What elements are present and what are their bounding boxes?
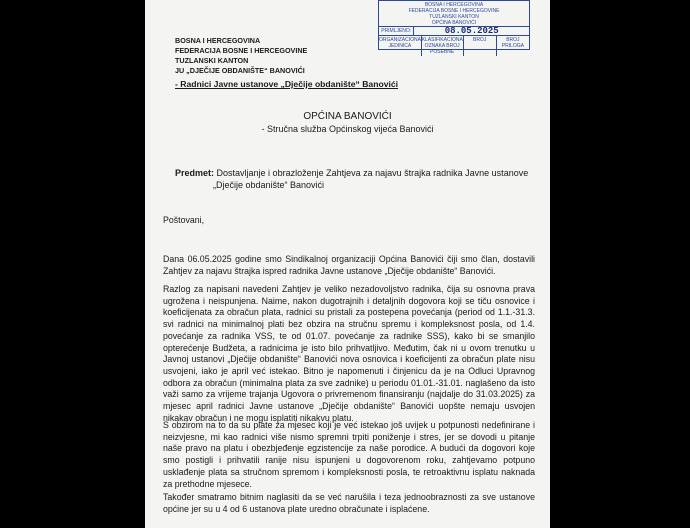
paragraph-2: Razlog za napisani navedeni Zahtjev je veliko nezadovoljstvo radnika, čija su osnovna prava ugrožena i neispunjena. Naime, nakon dugotrajnih i detaljnih dogovora koji se tiču osnovice i koeficijenata za obračun plata, radnici su pristali za postepena povećanja (period od 1.1.-31.3. svi radnici na minimalnoj plati bez obzira na stručnu spremu i kompleksnost posla, od 1.4. povećanje za radnika VSS, te od 01.07. povećanje za radnike SSS), kako bi se smanjilo opterećenje Budžeta, a radnicima je isto bilo prihvatljivo. Međutim, čak ni u ovom trenutku u Javnoj ustanovi „Dječije obdanište“ Banovići nova osnovica i koeficijenti za obračun plate nisu usvojeni, iako je april već istekao. Bitno je napomenuti i činjenicu da je na Odluci Upravnog odbora za obračun (minimalna plata za sve zadnike) u periodu 01.01.-31.01. naglašeno da isto važi samo za vrijeme trajanja Ugovora o privremenom finansiranju (najdalje do 31.03.2025) za mjesec april radnici Javne ustanove „Dječije obdanište“ Banovići uopšte nemaju usvojen nikakav obračun i ne mogu isplatiti nikakvu platu. bbox=[163, 284, 535, 423]
sender-block bbox=[175, 36, 398, 89]
subject-line-2: „Dječije obdanište“ Banovići bbox=[213, 179, 325, 190]
stamp-column: ORGANIZACIONA JEDINICA bbox=[379, 36, 422, 56]
stamp-column: BROJ PRILOGA bbox=[501, 37, 525, 49]
paragraph-1: Dana 06.05.2025 godine smo Sindikalnoj organizaciji Općina Banovići čiji smo član, dostavili Zahtjev za najavu štrajka ispred radnika Javne ustanove „Dječije obdanište“ Banovići. bbox=[163, 254, 535, 276]
subject-block bbox=[175, 168, 535, 192]
sender-line: BOSNA I HERCEGOVINA bbox=[175, 36, 261, 45]
stamp-header-line: TUZLANSKI KANTON bbox=[429, 14, 479, 20]
letter-page bbox=[145, 0, 550, 528]
recipient-subtitle: - Stručna služba Općinskog vijeća Banovići bbox=[261, 124, 434, 134]
stamp-date-row bbox=[379, 26, 529, 35]
received-stamp bbox=[378, 0, 530, 55]
stamp-header-line: BOSNA I HERCEGOVINA bbox=[424, 2, 484, 8]
stamp-columns-row bbox=[379, 35, 529, 56]
paragraph-4: Također smatramo bitnim naglasiti da se već narušila i teza jednoobraznosti za sve ustanove općine jer su u 4 od 6 ustanova plate uredno obračunate i isplaćene. bbox=[163, 492, 535, 514]
sender-line: FEDERACIJA BOSNE I HERCEGOVINE bbox=[175, 46, 308, 55]
subject-line-1: Dostavljanje i obrazloženje Zahtjeva za najavu štrajka radnika Javne ustanove bbox=[216, 168, 529, 178]
sender-recipient-line: - Radnici Javne ustanove „Dječije obdanište“ Banovići bbox=[175, 79, 399, 89]
stamp-header-line: OPĆINA BANOVIĆI bbox=[431, 20, 477, 26]
greeting: Poštovani, bbox=[163, 215, 205, 225]
stamp-received-date: 08.05.2025 bbox=[444, 26, 499, 36]
sender-line: TUZLANSKI KANTON bbox=[175, 56, 249, 65]
paragraph-3: S obzirom na to da su plate za mjesec koji je već istekao još uvijek u potpunosti nedefinirane i neizvjesne, mi kao radnici više nismo spremni trpiti poniženje i stres, jer se dovodi u pitanje naše pravo na platu i obezbjeđenje egzistencije za naše porodice. A budući da dogovori koje smo postigli i prihvatili ranije nisu ispunjeni u dogovorenom roku, zahtjevamo potpuno usklađenje plata sa stručnom spremom i kompleksnosti posla, te retroaktivnu isplatu naknada za prethodne mjesece. bbox=[163, 420, 535, 489]
subject-label: Predmet: bbox=[175, 168, 215, 178]
stamp-received-label: PRIMLJENO: bbox=[379, 27, 414, 35]
stamp-column: BROJ bbox=[464, 36, 497, 56]
stamp-column: KLASIFIKACIONA OZNAKA BROJ POSEBNE bbox=[421, 37, 463, 55]
stamp-header-line: FEDERACIJA BOSNE I HERCEGOVINE bbox=[408, 8, 500, 14]
sender-line: JU „DJEČIJE OBDANIŠTE“ BANOVIĆI bbox=[175, 66, 305, 75]
stamp-header bbox=[379, 1, 529, 26]
recipient-title: OPĆINA BANOVIĆI bbox=[303, 111, 392, 122]
